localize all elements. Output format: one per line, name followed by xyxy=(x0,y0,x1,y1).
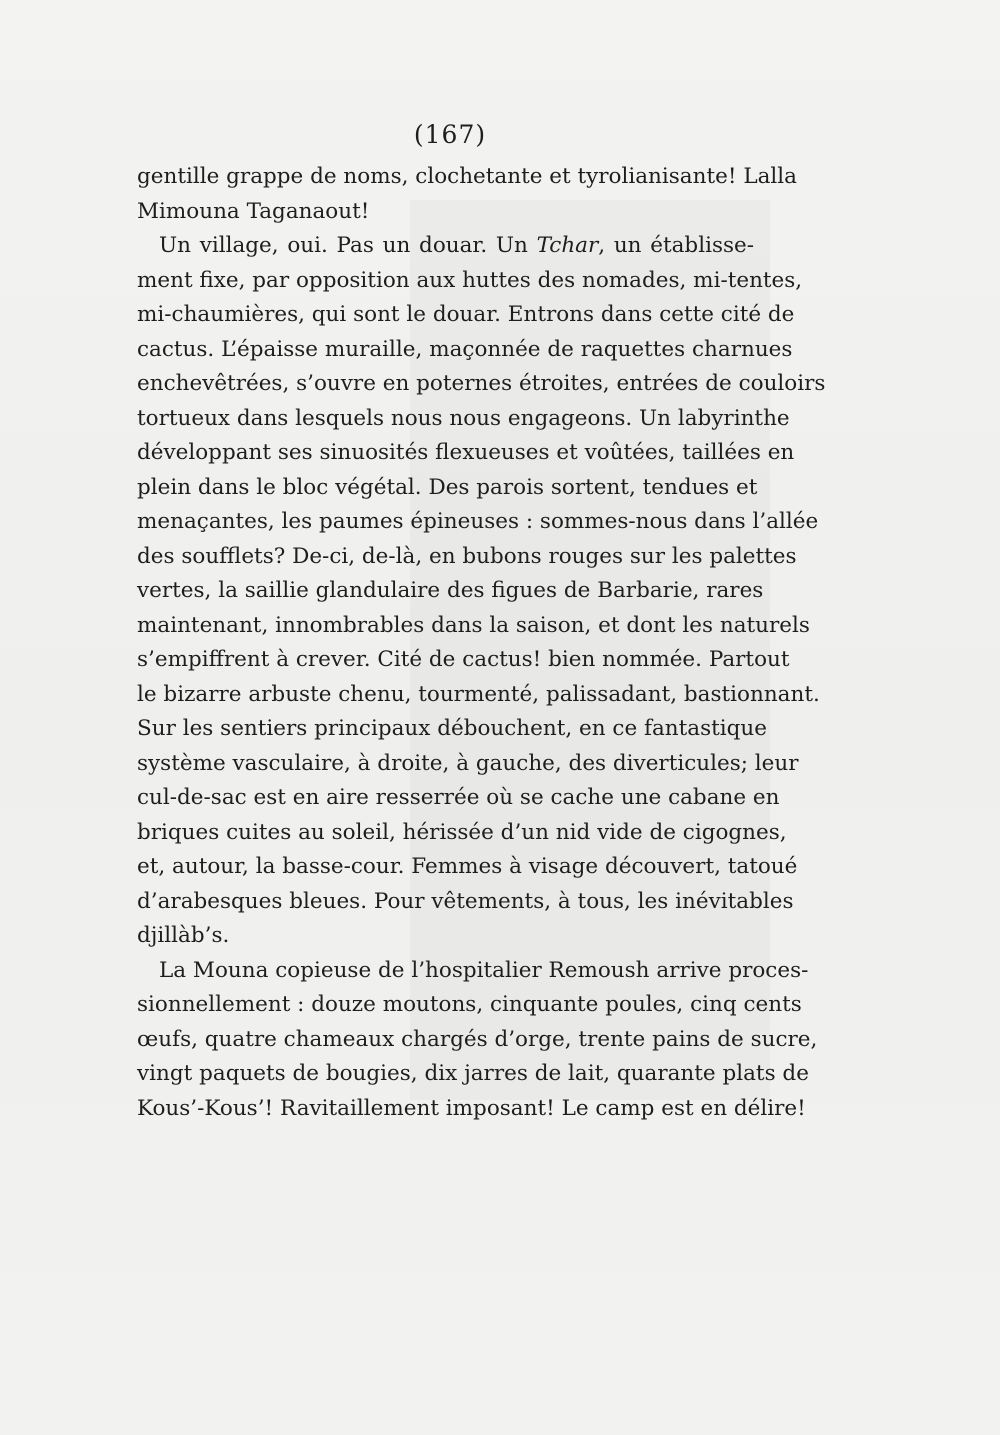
text-line: vertes, la saillie glandulaire des figues de Barbarie, rares xyxy=(137,578,764,603)
text-line: gentille grappe de noms, clochetante et tyrolianisante! Lalla xyxy=(137,164,797,189)
text-line: d’arabesques bleues. Pour vêtements, à tous, les inévitables xyxy=(137,888,794,914)
text-line: œufs, quatre chameaux chargés d’orge, trente pains de sucre, xyxy=(137,1026,818,1052)
text-line: ment fixe, par opposition aux huttes des nomades, mi-tentes, xyxy=(137,267,803,293)
text-line: mi-chaumières, qui sont le douar. Entrons dans cette cité de xyxy=(137,302,795,327)
text-line: maintenant, innombrables dans la saison, et dont les naturels xyxy=(137,612,810,638)
text-line: tortueux dans lesquels nous nous engageons. Un labyrinthe xyxy=(137,405,790,431)
text-line: développant ses sinuosités flexueuses et voûtées, taillées en xyxy=(137,440,795,465)
text-line: plein dans le bloc végétal. Des parois sortent, tendues et xyxy=(137,474,758,500)
text-line: s’empiffrent à crever. Cité de cactus! bien nommée. Partout xyxy=(137,647,790,672)
text-line: système vasculaire, à droite, à gauche, des diverticules; leur xyxy=(137,750,799,776)
text-line: Sur les sentiers principaux débouchent, en ce fantastique xyxy=(137,716,767,741)
text-line: menaçantes, les paumes épineuses : sommes-nous dans l’allée xyxy=(137,509,819,534)
text-line: djillàb’s. xyxy=(137,923,230,948)
text-line: cactus. L’épaisse muraille, maçonnée de raquettes charnues xyxy=(137,336,793,362)
text-line: des soufflets? De-ci, de-là, en bubons rouges sur les palettes xyxy=(137,543,797,569)
page-number: (167) xyxy=(413,120,487,149)
text-line: vingt paquets de bougies, dix jarres de lait, quarante plats de xyxy=(137,1061,809,1086)
text-line: le bizarre arbuste chenu, tourmenté, palissadant, bastionnant. xyxy=(137,681,820,707)
text-line-tchar: Un village, oui. Pas un douar. Un Tchar, un établisse- xyxy=(159,233,754,258)
text-line: enchevêtrées, s’ouvre en poternes étroites, entrées de couloirs xyxy=(137,371,826,396)
text-line: briques cuites au soleil, hérissée d’un nid vide de cigognes, xyxy=(137,819,787,845)
italic-word: Tchar xyxy=(536,233,599,258)
text-line: et, autour, la basse-cour. Femmes à visage découvert, tatoué xyxy=(137,854,798,879)
text-line: cul-de-sac est en aire resserrée où se cache une cabane en xyxy=(137,785,780,810)
text-line: Mimouna Taganaout! xyxy=(137,198,370,224)
text-line: sionnellement : douze moutons, cinquante poules, cinq cents xyxy=(137,992,802,1017)
body-text xyxy=(137,160,826,1126)
text-line: Kous’-Kous’! Ravitaillement imposant! Le camp est en délire! xyxy=(137,1095,806,1121)
text-line: La Mouna copieuse de l’hospitalier Remoush arrive proces- xyxy=(159,957,809,983)
